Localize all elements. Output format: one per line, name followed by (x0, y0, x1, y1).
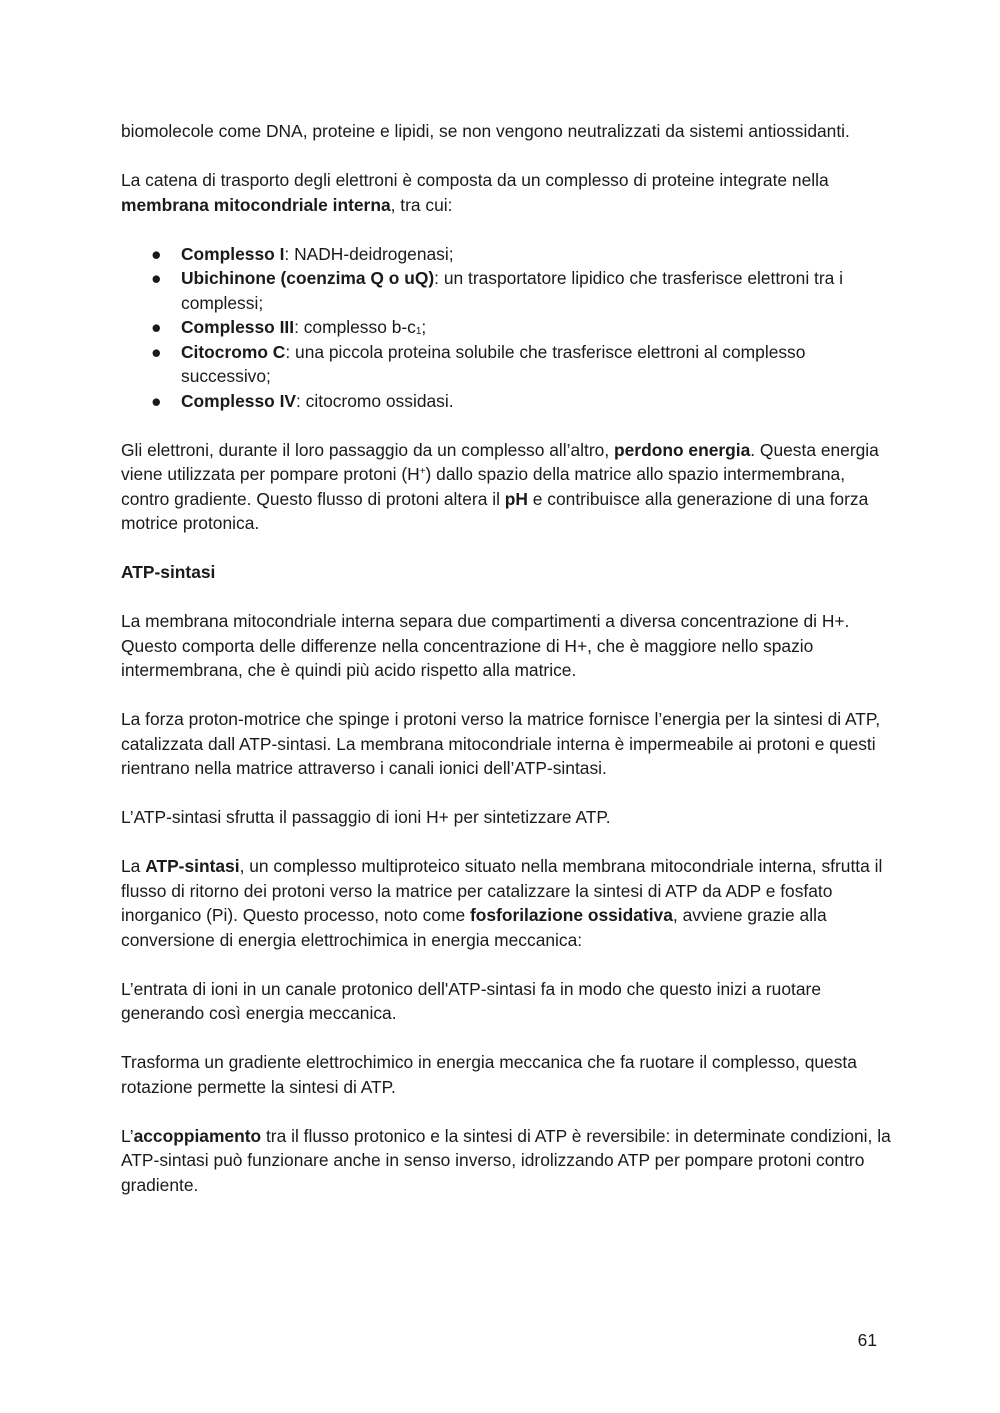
paragraph-text: La catena di trasporto degli elettroni è composta da un complesso di proteine integrate nella (121, 170, 829, 190)
paragraph-text: La (121, 856, 146, 876)
paragraph-energy-loss (121, 438, 891, 536)
list-item (121, 266, 891, 315)
list-item-text: : complesso b-c (294, 317, 416, 337)
bold-term: ATP-sintasi (145, 856, 240, 876)
list-item (121, 340, 891, 389)
superscript: + (419, 466, 426, 477)
bold-term: accoppiamento (133, 1125, 262, 1146)
paragraph-text: e contribuisce alla generazione di una forza motrice protonica. (121, 488, 869, 533)
paragraph-text: , tra cui: (390, 194, 453, 215)
paragraph-text: . Questa energia viene utilizzata per pompare protoni (H (121, 439, 879, 484)
paragraph-text: biomolecole come DNA, proteine e lipidi, se non vengono neutralizzati da sistemi antiossidanti. (121, 121, 850, 141)
bold-term: pH (504, 488, 528, 509)
paragraph-proton-motive-force: La forza proton-motrice che spinge i protoni verso la matrice fornisce l’energia per la sintesi di ATP, catalizzata dall ATP-sintasi. La membrana mitocondriale interna è impermeabile ai protoni e questi rientrano nella matrice attraverso i canali ionici dell’ATP-sintasi. (121, 709, 881, 778)
paragraph-coupling (121, 1124, 891, 1198)
paragraph-text: L’ (121, 1125, 134, 1146)
bold-term: Ubichinone (coenzima Q o uQ) (181, 268, 435, 288)
bold-term: Complesso I (181, 243, 285, 264)
section-heading: ATP-sintasi (121, 562, 216, 582)
bullet-icon: ● (151, 317, 162, 337)
bold-term: Citocromo C (181, 341, 286, 362)
paragraph-membrane-compartments: La membrana mitocondriale interna separa due compartimenti a diversa concentrazione di H+. Questo comporta delle differenze nella concentrazione di H+, che è maggiore nello spazio intermembrana, che è quindi più acido rispetto alla matrice. (121, 611, 850, 680)
paragraph-text: tra il flusso protonico e la sintesi di ATP è reversibile: in determinate condizioni, la ATP-sintasi può funzionare anche in senso inverso, idrolizzando ATP per pompare protoni contro gradiente. (121, 1125, 891, 1195)
list-item-text: : una piccola proteina solubile che trasferisce elettroni al complesso successivo; (181, 341, 806, 386)
bullet-icon: ● (151, 268, 162, 288)
paragraph-gradient: Trasforma un gradiente elettrochimico in energia meccanica che fa ruotare il complesso, questa rotazione permette la sintesi di ATP. (121, 1052, 857, 1097)
bold-term: Complesso III (181, 317, 295, 337)
bullet-icon: ● (151, 341, 162, 362)
paragraph-text: Gli elettroni, durante il loro passaggio da un complesso all’altro, (121, 439, 615, 460)
list-item-text: : NADH-deidrogenasi; (284, 243, 454, 264)
bold-term: perdono energia (614, 439, 751, 460)
paragraph-atp-synthase-use: L’ATP-sintasi sfrutta il passaggio di ioni H+ per sintetizzare ATP. (121, 807, 611, 827)
bold-term: Complesso IV (181, 390, 297, 411)
bold-term: membrana mitocondriale interna (121, 194, 391, 215)
paragraph-antioxidants (121, 119, 891, 144)
bullet-icon: ● (151, 243, 162, 264)
paragraph-oxidative-phosphorylation (121, 854, 891, 952)
list-item-text: ; (421, 317, 427, 337)
paragraph-rotation: L’entrata di ioni in un canale protonico dell'ATP-sintasi fa in modo che questo inizi a ruotare generando così energia meccanica. (121, 978, 821, 1023)
paragraph-text: , avviene grazie alla conversione di energia elettrochimica in energia meccanica: (121, 905, 827, 950)
list-item (121, 315, 891, 340)
paragraph-text: , un complesso multiproteico situato nella membrana mitocondriale interna, sfrutta il flusso di ritorno dei protoni verso la matrice per catalizzare la sintesi di ATP da ADP e fosfato inorganico (Pi). Questo processo, noto come (121, 856, 883, 925)
list-item (121, 242, 891, 267)
paragraph-text: ) dallo spazio della matrice allo spazio intermembrana, contro gradiente. Questo flusso di protoni altera il (121, 464, 846, 509)
document-page (121, 119, 891, 1222)
bold-term: fosforilazione ossidativa (469, 905, 673, 925)
subscript: 1 (415, 326, 422, 337)
complex-list (121, 217, 891, 413)
page-number: 61 (857, 1330, 877, 1350)
bullet-icon: ● (151, 390, 162, 411)
list-item (121, 389, 891, 414)
list-item-text: : un trasportatore lipidico che trasferisce elettroni tra i complessi; (181, 268, 844, 313)
paragraph-electron-chain-intro (121, 168, 891, 217)
list-item-text: : citocromo ossidasi. (296, 390, 454, 411)
